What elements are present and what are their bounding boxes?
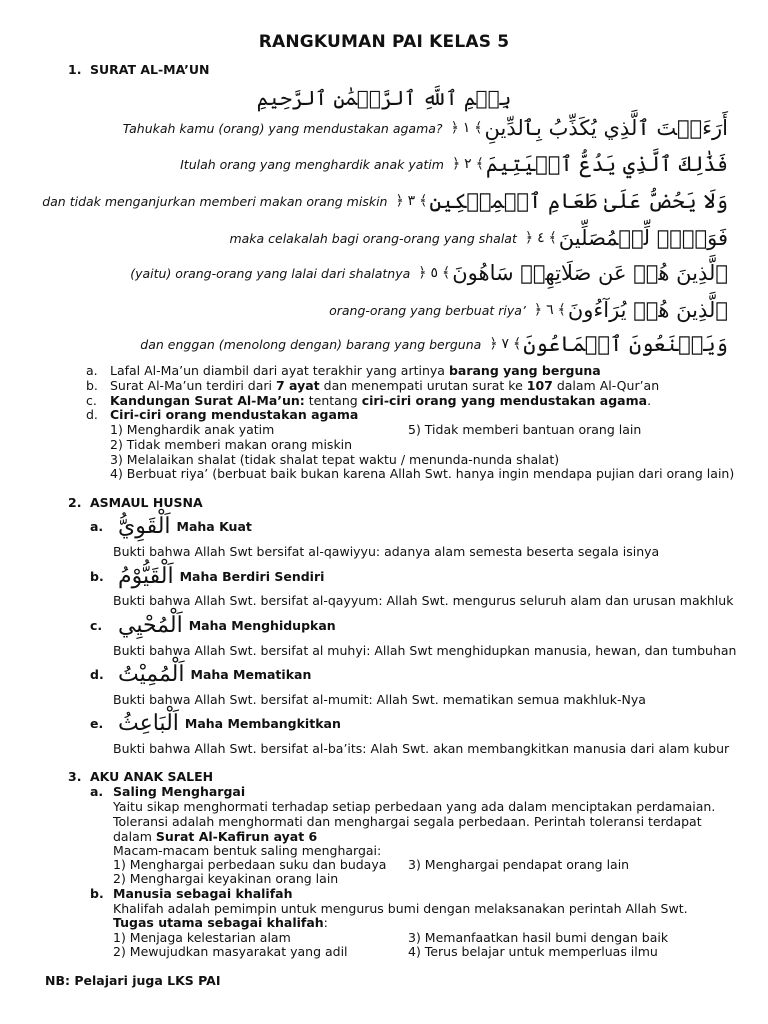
section-number: 2. <box>68 495 82 510</box>
asmaul-husna-arabic: اَلْمُحْيِي <box>118 613 183 638</box>
trait-item: 5) Tidak memberi bantuan orang lain <box>408 422 642 437</box>
asmaul-husna-name: Maha Menghidupkan <box>188 618 336 633</box>
trait-item: 3) Melalaikan shalat (tidak shalat tepat waktu / menunda-nunda shalat) <box>110 452 560 467</box>
section-title: ASMAUL HUSNA <box>90 495 203 510</box>
trait-item: 2) Tidak memberi makan orang miskin <box>110 437 353 452</box>
task-item: 4) Terus belajar untuk memperluas ilmu <box>408 944 658 959</box>
verse-translation: Tahukah kamu (orang) yang mendustakan agama? <box>122 120 443 136</box>
trait-item: 1) Menghardik anak yatim <box>110 422 275 437</box>
verse-translation: (yaitu) orang-orang yang lalai dari shalatnya <box>130 265 411 281</box>
task-item: 1) Menjaga kelestarian alam <box>113 930 291 945</box>
verse-number: ٣ <box>407 193 416 209</box>
asmaul-husna-item: b. اَلْقَيُّوْمُ Maha Berdiri Sendiri <box>90 564 325 589</box>
verse-4: maka celakalah bagi orang-orang yang shalat ﴿ ٤ ﴾ فَوَيۡلٞ لِّلۡمُصَلِّينَ <box>229 226 728 250</box>
asmaul-husna-item: d. اَلْمُمِيْتُ Maha Mematikan <box>90 662 312 687</box>
point-d: d. Ciri-ciri orang mendustakan agama <box>86 407 359 422</box>
section-number: 1. <box>68 62 82 77</box>
asmaul-husna-item: c. اَلْمُحْيِي Maha Menghidupkan <box>90 613 336 638</box>
verse-number: ٧ <box>501 336 510 352</box>
paragraph-line: Khalifah adalah pemimpin untuk mengurus bumi dengan melaksanakan perintah Allah Swt. <box>113 901 688 916</box>
section-heading-asmaul-husna <box>68 495 203 510</box>
verse-2: Itulah orang yang menghardik anak yatim ﴿ ٢ ﴾ فَذَٰلِكَ ٱلَّذِي يَدُعُّ ٱلۡيَتِيمَ <box>180 152 728 176</box>
asmaul-husna-arabic: اَلْبَاعِثُ <box>118 711 179 736</box>
asmaul-husna-proof: Bukti bahwa Allah Swt. bersifat al muhyi: Allah Swt menghidupkan manusia, hewan, dan tumbuhan <box>113 643 737 658</box>
asmaul-husna-name: Maha Berdiri Sendiri <box>179 569 325 584</box>
section-heading-al-maun <box>68 62 210 77</box>
form-item: 2) Menghargai keyakinan orang lain <box>113 871 339 886</box>
verse-7: dan enggan (menolong dengan) barang yang berguna ﴿ ٧ ﴾ وَيَمۡنَعُونَ ٱلۡمَاعُونَ <box>140 332 728 356</box>
asmaul-husna-arabic: اَلْقَوِيُّ <box>118 514 171 539</box>
verse-translation: Itulah orang yang menghardik anak yatim <box>180 156 444 172</box>
verse-arabic: وَيَمۡنَعُونَ ٱلۡمَاعُونَ <box>523 332 728 356</box>
subsection-khalifah: b. Manusia sebagai khalifah <box>90 886 293 901</box>
verse-translation: dan tidak menganjurkan memberi makan orang miskin <box>42 193 388 209</box>
point-c: c. Kandungan Surat Al-Ma’un: tentang ciri-ciri orang yang mendustakan agama. <box>86 393 652 408</box>
verse-3: dan tidak menganjurkan memberi makan orang miskin ﴿ ٣ ﴾ وَلَا يَحُضُّ عَلَىٰ طَعَامِ ٱلۡمِسۡكِينِ <box>42 189 728 213</box>
paragraph-line: Macam-macam bentuk saling menghargai: <box>113 843 382 858</box>
verse-number: ١ <box>462 120 471 136</box>
paragraph-line: dalam Surat Al-Kafirun ayat 6 <box>113 829 318 844</box>
asmaul-husna-proof: Bukti bahwa Allah Swt. bersifat al-ba’its: Alah Swt. akan membangkitkan manusia dari alam kubur <box>113 741 730 756</box>
verse-translation: dan enggan (menolong dengan) barang yang berguna <box>140 336 482 352</box>
subsection-saling-menghargai: a. Saling Menghargai <box>90 784 246 799</box>
form-item: 1) Menghargai perbedaan suku dan budaya <box>113 857 387 872</box>
asmaul-husna-name: Maha Kuat <box>176 519 252 534</box>
verse-arabic: ٱلَّذِينَ هُمۡ عَن صَلَاتِهِمۡ سَاهُونَ <box>452 261 728 285</box>
page-title: RANGKUMAN PAI KELAS 5 <box>258 32 510 52</box>
verse-arabic: فَوَيۡلٞ لِّلۡمُصَلِّينَ <box>558 226 728 250</box>
form-item: 3) Menghargai pendapat orang lain <box>408 857 630 872</box>
asmaul-husna-name: Maha Membangkitkan <box>184 716 341 731</box>
asmaul-husna-proof: Bukti bahwa Allah Swt. bersifat al-qayyum: Allah Swt. mengurus seluruh alam dan urusan makhluk <box>113 593 734 608</box>
asmaul-husna-arabic: اَلْمُمِيْتُ <box>118 662 185 687</box>
verse-1: Tahukah kamu (orang) yang mendustakan agama? ﴿ ١ ﴾ أَرَءَيۡتَ ٱلَّذِي يُكَذِّبُ بِٱلدِّينِ <box>122 116 728 140</box>
asmaul-husna-item: a. اَلْقَوِيُّ Maha Kuat <box>90 514 252 539</box>
verse-arabic: فَذَٰلِكَ ٱلَّذِي يَدُعُّ ٱلۡيَتِيمَ <box>485 152 728 176</box>
task-item: 2) Mewujudkan masyarakat yang adil <box>113 944 348 959</box>
basmalah: بِسۡمِ ٱللَّهِ ٱلرَّحۡمَٰنِ ٱلرَّحِيمِ <box>256 86 512 110</box>
paragraph-line: Toleransi adalah menghormati dan menghargai segala perbedaan. Perintah toleransi terdapat <box>113 814 702 829</box>
verse-arabic: أَرَءَيۡتَ ٱلَّذِي يُكَذِّبُ بِٱلدِّينِ <box>484 116 728 140</box>
tasks-heading: Tugas utama sebagai khalifah: <box>113 915 328 930</box>
footer-note: NB: Pelajari juga LKS PAI <box>45 973 221 988</box>
trait-item: 4) Berbuat riya’ (berbuat baik bukan karena Allah Swt. hanya ingin mendapa pujian dari orang lain) <box>110 466 735 481</box>
verse-5: (yaitu) orang-orang yang lalai dari shalatnya ﴿ ٥ ﴾ ٱلَّذِينَ هُمۡ عَن صَلَاتِهِمۡ سَاهُونَ <box>130 261 728 285</box>
section-number: 3. <box>68 769 82 784</box>
verse-translation: maka celakalah bagi orang-orang yang shalat <box>229 230 517 246</box>
asmaul-husna-proof: Bukti bahwa Allah Swt bersifat al-qawiyyu: adanya alam semesta beserta segala isinya <box>113 544 660 559</box>
asmaul-husna-name: Maha Mematikan <box>190 667 312 682</box>
verse-number: ٦ <box>546 302 554 318</box>
asmaul-husna-proof: Bukti bahwa Allah Swt. bersifat al-mumit: Allah Swt. mematikan semua makhluk-Nya <box>113 692 646 707</box>
point-a: a. Lafal Al-Ma’un diambil dari ayat terakhir yang artinya barang yang berguna <box>86 363 601 378</box>
verse-number: ٥ <box>430 265 439 281</box>
verse-arabic: وَلَا يَحُضُّ عَلَىٰ طَعَامِ ٱلۡمِسۡكِينِ <box>429 189 728 213</box>
verse-number: ٢ <box>464 156 472 172</box>
paragraph-line: Yaitu sikap menghormati terhadap setiap perbedaan yang ada dalam menciptakan perdamaian. <box>113 799 716 814</box>
section-title: SURAT AL-MA’UN <box>90 62 210 77</box>
asmaul-husna-arabic: اَلْقَيُّوْمُ <box>118 564 174 589</box>
asmaul-husna-item: e. اَلْبَاعِثُ Maha Membangkitkan <box>90 711 341 736</box>
task-item: 3) Memanfaatkan hasil bumi dengan baik <box>408 930 669 945</box>
verse-arabic: ٱلَّذِينَ هُمۡ يُرَآءُونَ <box>567 298 728 322</box>
verse-6: orang-orang yang berbuat riya’ ﴿ ٦ ﴾ ٱلَّذِينَ هُمۡ يُرَآءُونَ <box>329 298 728 322</box>
section-title: AKU ANAK SALEH <box>90 769 214 784</box>
section-heading-aku-anak-saleh <box>68 769 213 784</box>
point-b: b. Surat Al-Ma’un terdiri dari 7 ayat dan menempati urutan surat ke 107 dalam Al-Qur’an <box>86 378 660 393</box>
verse-number: ٤ <box>537 230 545 246</box>
verse-translation: orang-orang yang berbuat riya’ <box>329 302 526 318</box>
